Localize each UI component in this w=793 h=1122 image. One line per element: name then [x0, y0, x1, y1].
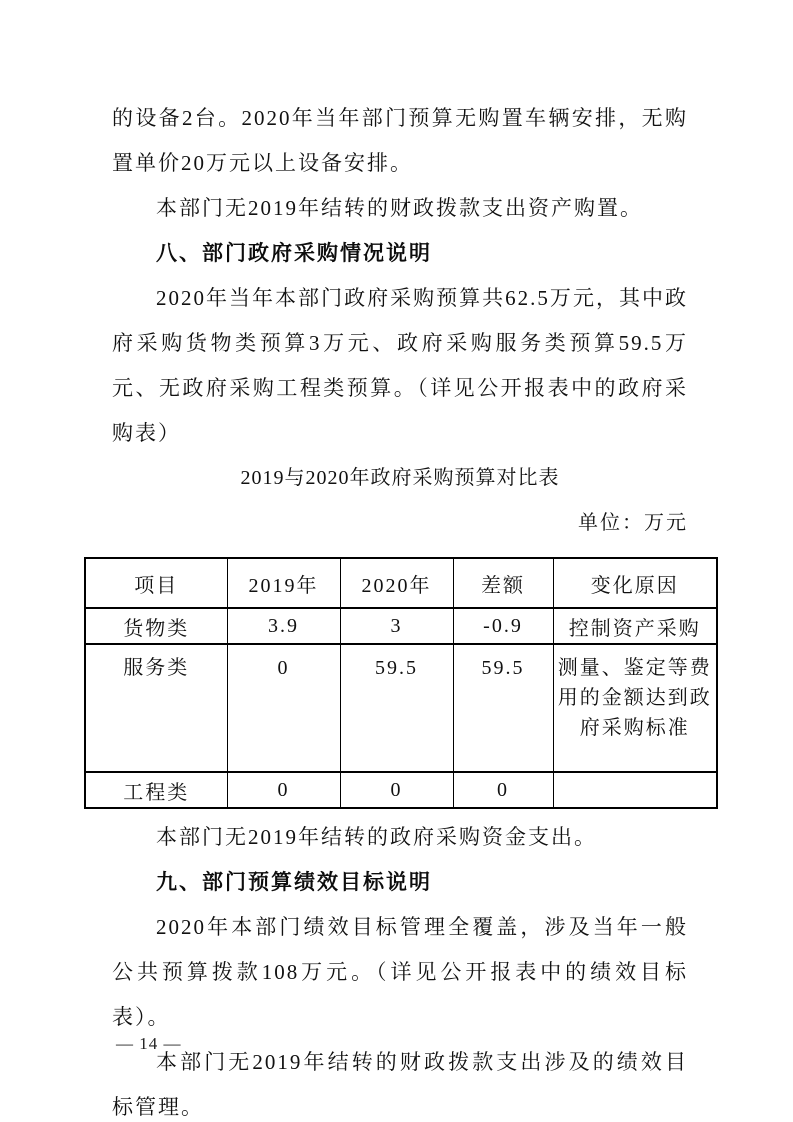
cell-diff: -0.9 [453, 608, 553, 644]
header-item: 项目 [85, 558, 227, 608]
cell-2020: 59.5 [340, 644, 453, 772]
cell-diff: 0 [453, 772, 553, 808]
cell-item: 工程类 [85, 772, 227, 808]
cell-item: 货物类 [85, 608, 227, 644]
header-diff: 差额 [453, 558, 553, 608]
procurement-comparison-table [84, 557, 718, 809]
cell-reason: 控制资产采购 [553, 608, 717, 644]
table-row-projects [85, 772, 717, 808]
unit-label: 单位：万元 [578, 512, 688, 534]
cell-2019: 0 [227, 644, 340, 772]
cell-2020: 3 [340, 608, 453, 644]
cell-2020: 0 [340, 772, 453, 808]
page-number: — 14 — [116, 1034, 182, 1053]
table-header-row [85, 558, 717, 608]
header-2019: 2019年 [227, 558, 340, 608]
header-reason: 变化原因 [553, 558, 717, 608]
table-title: 2019与2020年政府采购预算对比表 [240, 467, 560, 489]
cell-reason [553, 772, 717, 808]
cell-item: 服务类 [85, 644, 227, 772]
header-2020: 2020年 [340, 558, 453, 608]
performance-carryover-note: 本部门无2019年结转的财政拨款支出涉及的绩效目标管理。 [112, 1050, 688, 1119]
table-row-goods [85, 608, 717, 644]
section-8-heading: 八、部门政府采购情况说明 [156, 242, 432, 265]
cell-diff: 59.5 [453, 644, 553, 772]
cell-reason: 测量、鉴定等费用的金额达到政府采购标准 [553, 644, 717, 772]
asset-note-paragraph: 本部门无2019年结转的财政拨款支出资产购置。 [156, 196, 643, 220]
section-8-paragraph: 2020年当年本部门政府采购预算共62.5万元，其中政府采购货物类预算3万元、政府采购服务类预算59.5万元、无政府采购工程类预算。（详见公开报表中的政府采购表） [112, 286, 688, 445]
section-9-heading: 九、部门预算绩效目标说明 [156, 871, 432, 894]
section-9-paragraph: 2020年本部门绩效目标管理全覆盖，涉及当年一般公共预算拨款108万元。（详见公开报表中的绩效目标表）。 [112, 915, 688, 1029]
cell-2019: 0 [227, 772, 340, 808]
procurement-carryover-note: 本部门无2019年结转的政府采购资金支出。 [156, 825, 597, 849]
cell-2019: 3.9 [227, 608, 340, 644]
continued-paragraph: 的设备2台。2020年当年部门预算无购置车辆安排，无购置单价20万元以上设备安排。 [112, 106, 688, 175]
table-row-services [85, 644, 717, 772]
